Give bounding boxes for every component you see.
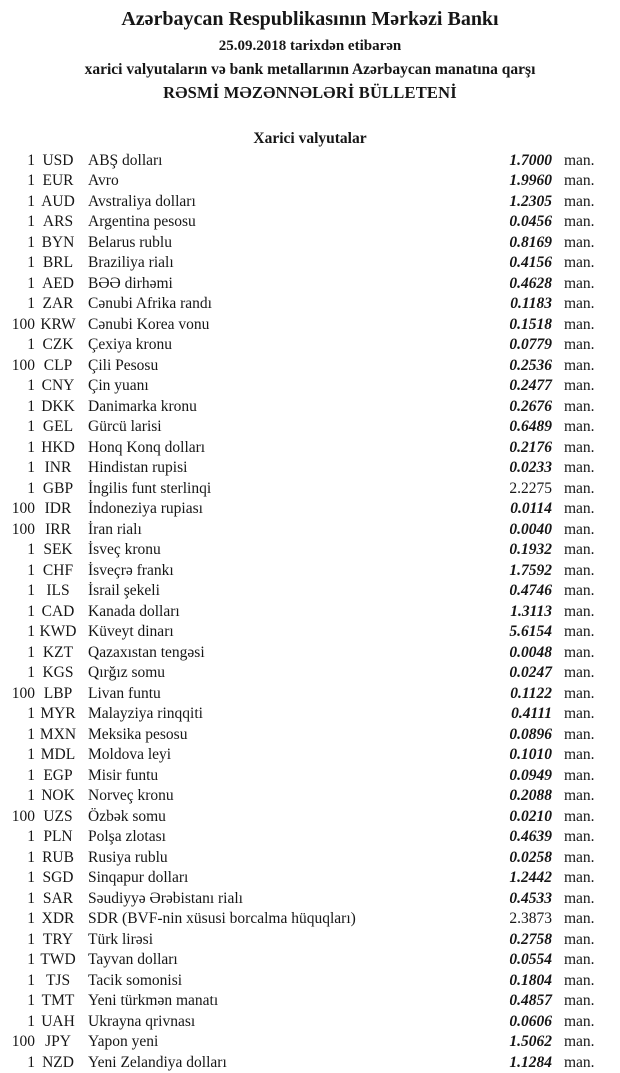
table-row (0, 294, 620, 315)
table-row (0, 786, 620, 807)
nominal-value: 1 (27, 397, 35, 415)
table-row (0, 1032, 620, 1053)
table-row (0, 520, 620, 541)
currency-code: IRR (45, 520, 71, 538)
rate-value: 0.1183 (510, 295, 552, 313)
table-row (0, 335, 620, 356)
table-row (0, 212, 620, 233)
rate-unit: man. (564, 582, 595, 600)
rate-value: 1.5062 (509, 1033, 552, 1051)
rate-value: 0.0258 (509, 848, 552, 866)
currency-code: AED (42, 274, 74, 292)
rate-value: 0.1932 (509, 541, 552, 559)
rate-value: 0.0210 (509, 807, 552, 825)
rate-unit: man. (564, 1012, 595, 1030)
currency-name: Braziliya rialı (88, 254, 174, 272)
currency-name: İsveç kronu (88, 541, 161, 559)
currency-code: NZD (42, 1053, 74, 1071)
table-row (0, 704, 620, 725)
nominal-value: 1 (27, 295, 35, 313)
nominal-value: 100 (11, 315, 35, 333)
currency-table (0, 151, 620, 1073)
currency-code: KRW (40, 315, 76, 333)
rate-value: 0.4746 (509, 582, 552, 600)
currency-code: INR (44, 459, 72, 477)
table-row (0, 684, 620, 705)
table-row (0, 151, 620, 172)
table-row (0, 499, 620, 520)
currency-name: Livan funtu (88, 684, 161, 702)
rate-value: 0.0456 (509, 213, 552, 231)
currency-name: Çili Pesosu (88, 356, 159, 374)
rate-value: 0.0949 (509, 766, 552, 784)
rate-unit: man. (564, 992, 595, 1010)
nominal-value: 1 (27, 746, 35, 764)
rate-unit: man. (564, 848, 595, 866)
rate-unit: man. (564, 971, 595, 989)
nominal-value: 1 (27, 151, 35, 169)
currency-name: Çexiya kronu (88, 336, 172, 354)
rate-value: 0.2088 (509, 787, 552, 805)
rate-unit: man. (564, 746, 595, 764)
rate-value: 0.1122 (510, 684, 552, 702)
table-row (0, 540, 620, 561)
rate-unit: man. (564, 151, 595, 169)
currency-code: PLN (43, 828, 73, 846)
nominal-value: 1 (27, 602, 35, 620)
currency-name: Rusiya rublu (88, 848, 168, 866)
rate-value: 0.0554 (509, 951, 552, 969)
table-row (0, 581, 620, 602)
nominal-value: 1 (27, 766, 35, 784)
rate-unit: man. (564, 828, 595, 846)
table-row (0, 766, 620, 787)
currency-name: Tayvan dolları (88, 951, 178, 969)
table-row (0, 868, 620, 889)
currency-name: Yapon yeni (88, 1033, 159, 1051)
table-row (0, 397, 620, 418)
currency-name: Hindistan rupisi (88, 459, 188, 477)
rate-value: 0.4111 (511, 705, 552, 723)
currency-name: Sinqapur dolları (88, 869, 189, 887)
rate-unit: man. (564, 233, 595, 251)
nominal-value: 1 (27, 1012, 35, 1030)
nominal-value: 1 (27, 233, 35, 251)
currency-name: Cənubi Korea vonu (88, 315, 210, 333)
currency-code: UZS (43, 807, 73, 825)
currency-name: Norveç kronu (88, 787, 174, 805)
currency-code: KGS (42, 664, 74, 682)
rate-value: 0.8169 (509, 233, 552, 251)
rate-unit: man. (564, 315, 595, 333)
currency-code: GEL (42, 418, 74, 436)
nominal-value: 100 (11, 807, 35, 825)
table-row (0, 971, 620, 992)
rate-value: 0.2176 (509, 438, 552, 456)
rate-value: 0.0896 (509, 725, 552, 743)
table-row (0, 438, 620, 459)
rate-value: 0.0779 (509, 336, 552, 354)
table-row (0, 417, 620, 438)
rate-unit: man. (564, 192, 595, 210)
table-row (0, 827, 620, 848)
currency-name: Misir funtu (88, 766, 159, 784)
nominal-value: 1 (27, 910, 35, 928)
table-row (0, 479, 620, 500)
rate-unit: man. (564, 356, 595, 374)
table-row (0, 889, 620, 910)
rate-unit: man. (564, 684, 595, 702)
currency-code: SAR (42, 889, 74, 907)
rate-unit: man. (564, 479, 595, 497)
rate-unit: man. (564, 172, 595, 190)
nominal-value: 1 (27, 274, 35, 292)
rate-value: 1.9960 (509, 172, 552, 190)
rate-value: 0.0247 (509, 664, 552, 682)
currency-code: CNY (41, 377, 75, 395)
currency-code: JPY (45, 1033, 71, 1051)
currency-name: Avstraliya dolları (88, 192, 196, 210)
currency-name: Avro (88, 172, 119, 190)
rate-value: 1.7592 (509, 561, 552, 579)
currency-name: İndoneziya rupiası (88, 500, 203, 518)
currency-name: Qazaxıstan tengəsi (88, 643, 205, 661)
currency-name: Belarus rublu (88, 233, 172, 251)
currency-name: Özbək somu (88, 807, 166, 825)
rate-unit: man. (564, 889, 595, 907)
nominal-value: 1 (27, 705, 35, 723)
table-row (0, 991, 620, 1012)
rate-value: 0.0048 (509, 643, 552, 661)
rate-unit: man. (564, 725, 595, 743)
nominal-value: 1 (27, 787, 35, 805)
nominal-value: 1 (27, 869, 35, 887)
currency-code: TMT (41, 992, 75, 1010)
nominal-value: 1 (27, 459, 35, 477)
currency-name: İsveçrə frankı (88, 561, 174, 579)
currency-name: Ukrayna qrivnası (88, 1012, 196, 1030)
currency-name: İran rialı (88, 520, 142, 538)
currency-name: Polşa zlotası (88, 828, 166, 846)
rate-value: 2.2275 (509, 479, 552, 497)
nominal-value: 1 (27, 848, 35, 866)
nominal-value: 1 (27, 541, 35, 559)
currency-code: EUR (42, 172, 74, 190)
nominal-value: 1 (27, 336, 35, 354)
nominal-value: 1 (27, 951, 35, 969)
currency-code: ARS (42, 213, 74, 231)
nominal-value: 1 (27, 479, 35, 497)
rate-value: 1.1284 (509, 1053, 552, 1071)
currency-code: KWD (39, 623, 77, 641)
rate-unit: man. (564, 397, 595, 415)
currency-code: AUD (41, 192, 75, 210)
effective-date-line: 25.09.2018 tarixdən etibarən (218, 38, 402, 54)
rate-value: 0.4639 (509, 828, 552, 846)
nominal-value: 1 (27, 582, 35, 600)
currency-name: Türk lirəsi (88, 930, 153, 948)
table-row (0, 807, 620, 828)
currency-code: MDL (40, 746, 76, 764)
rate-value: 0.0114 (510, 500, 552, 518)
table-row (0, 561, 620, 582)
nominal-value: 1 (27, 992, 35, 1010)
nominal-value: 1 (27, 643, 35, 661)
currency-code: GBP (42, 479, 74, 497)
currency-code: CHF (42, 561, 74, 579)
rate-unit: man. (564, 766, 595, 784)
rate-value: 0.2676 (509, 397, 552, 415)
rate-value: 0.2758 (509, 930, 552, 948)
currency-name: Malayziya rinqqiti (88, 705, 203, 723)
currency-code: DKK (41, 397, 75, 415)
nominal-value: 1 (27, 971, 35, 989)
currency-name: Qırğız somu (88, 664, 166, 682)
rate-value: 0.0233 (509, 459, 552, 477)
currency-code: IDR (44, 500, 72, 518)
rate-value: 1.7000 (509, 151, 552, 169)
currency-code: TJS (45, 971, 71, 989)
table-row (0, 356, 620, 377)
rate-value: 0.0606 (509, 1012, 552, 1030)
bulletin-title: RƏSMİ MƏZƏNNƏLƏRİ BÜLLETENİ (163, 82, 457, 102)
currency-name: İngilis funt sterlinqi (88, 479, 212, 497)
rate-value: 0.4857 (509, 992, 552, 1010)
table-row (0, 909, 620, 930)
nominal-value: 1 (27, 664, 35, 682)
currency-code: MXN (39, 725, 77, 743)
rate-value: 0.2477 (509, 377, 552, 395)
currency-name: Argentina pesosu (88, 213, 196, 231)
currency-name: Meksika pesosu (88, 725, 188, 743)
bank-title: Azərbaycan Respublikasının Mərkəzi Bankı (121, 8, 499, 30)
table-row (0, 376, 620, 397)
rate-value: 0.1518 (509, 315, 552, 333)
rate-value: 0.6489 (509, 418, 552, 436)
table-row (0, 643, 620, 664)
nominal-value: 100 (11, 356, 35, 374)
rate-unit: man. (564, 377, 595, 395)
table-row (0, 192, 620, 213)
rate-value: 1.2442 (509, 869, 552, 887)
currency-code: ILS (46, 582, 70, 600)
currency-code: BYN (41, 233, 75, 251)
rate-unit: man. (564, 664, 595, 682)
currency-code: BRL (42, 254, 74, 272)
rate-unit: man. (564, 213, 595, 231)
currency-code: UAH (41, 1012, 75, 1030)
rate-unit: man. (564, 459, 595, 477)
nominal-value: 100 (11, 520, 35, 538)
rate-unit: man. (564, 602, 595, 620)
currency-name: Cənubi Afrika randı (88, 295, 212, 313)
rate-value: 1.2305 (509, 192, 552, 210)
rate-unit: man. (564, 643, 595, 661)
currency-name: Danimarka kronu (88, 397, 197, 415)
table-row (0, 233, 620, 254)
currency-code: XDR (41, 910, 75, 928)
nominal-value: 1 (27, 725, 35, 743)
rate-value: 0.1804 (509, 971, 552, 989)
nominal-value: 1 (27, 213, 35, 231)
currency-name: Küveyt dinarı (88, 623, 174, 641)
currency-code: KZT (42, 643, 74, 661)
nominal-value: 1 (27, 172, 35, 190)
table-row (0, 458, 620, 479)
currency-code: NOK (41, 787, 75, 805)
bulletin-header (0, 0, 620, 147)
rate-unit: man. (564, 500, 595, 518)
currency-name: Moldova leyi (88, 746, 172, 764)
rate-unit: man. (564, 274, 595, 292)
nominal-value: 1 (27, 889, 35, 907)
table-row (0, 745, 620, 766)
nominal-value: 100 (11, 684, 35, 702)
currency-code: CZK (42, 336, 74, 354)
table-row (0, 622, 620, 643)
rate-unit: man. (564, 910, 595, 928)
rate-value: 0.1010 (509, 746, 552, 764)
rate-value: 0.4628 (509, 274, 552, 292)
currency-name: SDR (BVF-nin xüsusi borcalma hüquqları) (88, 910, 356, 928)
table-row (0, 1012, 620, 1033)
currency-name: ABŞ dolları (88, 151, 163, 169)
currency-code: USD (42, 151, 74, 169)
currency-code: EGP (43, 766, 73, 784)
table-row (0, 274, 620, 295)
rate-value: 0.4533 (509, 889, 552, 907)
rate-unit: man. (564, 623, 595, 641)
nominal-value: 1 (27, 192, 35, 210)
rate-unit: man. (564, 930, 595, 948)
currency-code: LBP (43, 684, 73, 702)
rate-unit: man. (564, 787, 595, 805)
table-row (0, 1053, 620, 1073)
currency-code: RUB (42, 848, 74, 866)
bulletin-subtitle: xarici valyutaların və bank metallarının Azərbaycan manatına qarşı (84, 60, 536, 78)
currency-code: HKD (41, 438, 75, 456)
currency-name: Səudiyyə Ərəbistanı rialı (88, 889, 243, 907)
rate-unit: man. (564, 869, 595, 887)
nominal-value: 1 (27, 1053, 35, 1071)
currency-code: TRY (42, 930, 74, 948)
table-row (0, 315, 620, 336)
table-row (0, 725, 620, 746)
rate-unit: man. (564, 336, 595, 354)
currency-code: CAD (41, 602, 75, 620)
rate-unit: man. (564, 254, 595, 272)
rate-unit: man. (564, 295, 595, 313)
currency-name: İsrail şekeli (88, 582, 160, 600)
nominal-value: 1 (27, 377, 35, 395)
currency-name: Honq Konq dolları (88, 438, 206, 456)
currency-code: SGD (42, 869, 74, 887)
rate-unit: man. (564, 1053, 595, 1071)
nominal-value: 1 (27, 623, 35, 641)
rate-unit: man. (564, 807, 595, 825)
table-row (0, 171, 620, 192)
table-row (0, 253, 620, 274)
rate-value: 0.4156 (509, 254, 552, 272)
rate-unit: man. (564, 418, 595, 436)
currency-name: Çin yuanı (88, 377, 149, 395)
nominal-value: 100 (11, 1033, 35, 1051)
table-row (0, 848, 620, 869)
rate-value: 5.6154 (509, 623, 552, 641)
currency-name: Kanada dolları (88, 602, 180, 620)
currency-code: ZAR (42, 295, 74, 313)
nominal-value: 1 (27, 254, 35, 272)
table-row (0, 663, 620, 684)
section-title-foreign-currencies: Xarici valyutalar (253, 129, 367, 147)
currency-name: BƏƏ dirhəmi (88, 274, 173, 292)
currency-name: Yeni türkmən manatı (88, 992, 219, 1010)
rate-unit: man. (564, 541, 595, 559)
nominal-value: 1 (27, 828, 35, 846)
rate-unit: man. (564, 705, 595, 723)
currency-name: Yeni Zelandiya dolları (88, 1053, 227, 1071)
nominal-value: 1 (27, 438, 35, 456)
currency-code: SEK (43, 541, 73, 559)
rate-value: 2.3873 (509, 910, 552, 928)
currency-code: CLP (43, 356, 73, 374)
currency-name: Gürcü larisi (88, 418, 162, 436)
table-row (0, 602, 620, 623)
currency-code: TWD (40, 951, 76, 969)
nominal-value: 1 (27, 418, 35, 436)
rate-unit: man. (564, 1033, 595, 1051)
rate-unit: man. (564, 951, 595, 969)
currency-code: MYR (40, 705, 76, 723)
rate-value: 0.0040 (509, 520, 552, 538)
currency-name: Tacik somonisi (88, 971, 183, 989)
rate-value: 1.3113 (510, 602, 552, 620)
nominal-value: 100 (11, 500, 35, 518)
rate-unit: man. (564, 438, 595, 456)
table-row (0, 950, 620, 971)
rate-unit: man. (564, 520, 595, 538)
table-row (0, 930, 620, 951)
rate-unit: man. (564, 561, 595, 579)
rate-value: 0.2536 (509, 356, 552, 374)
nominal-value: 1 (27, 561, 35, 579)
nominal-value: 1 (27, 930, 35, 948)
